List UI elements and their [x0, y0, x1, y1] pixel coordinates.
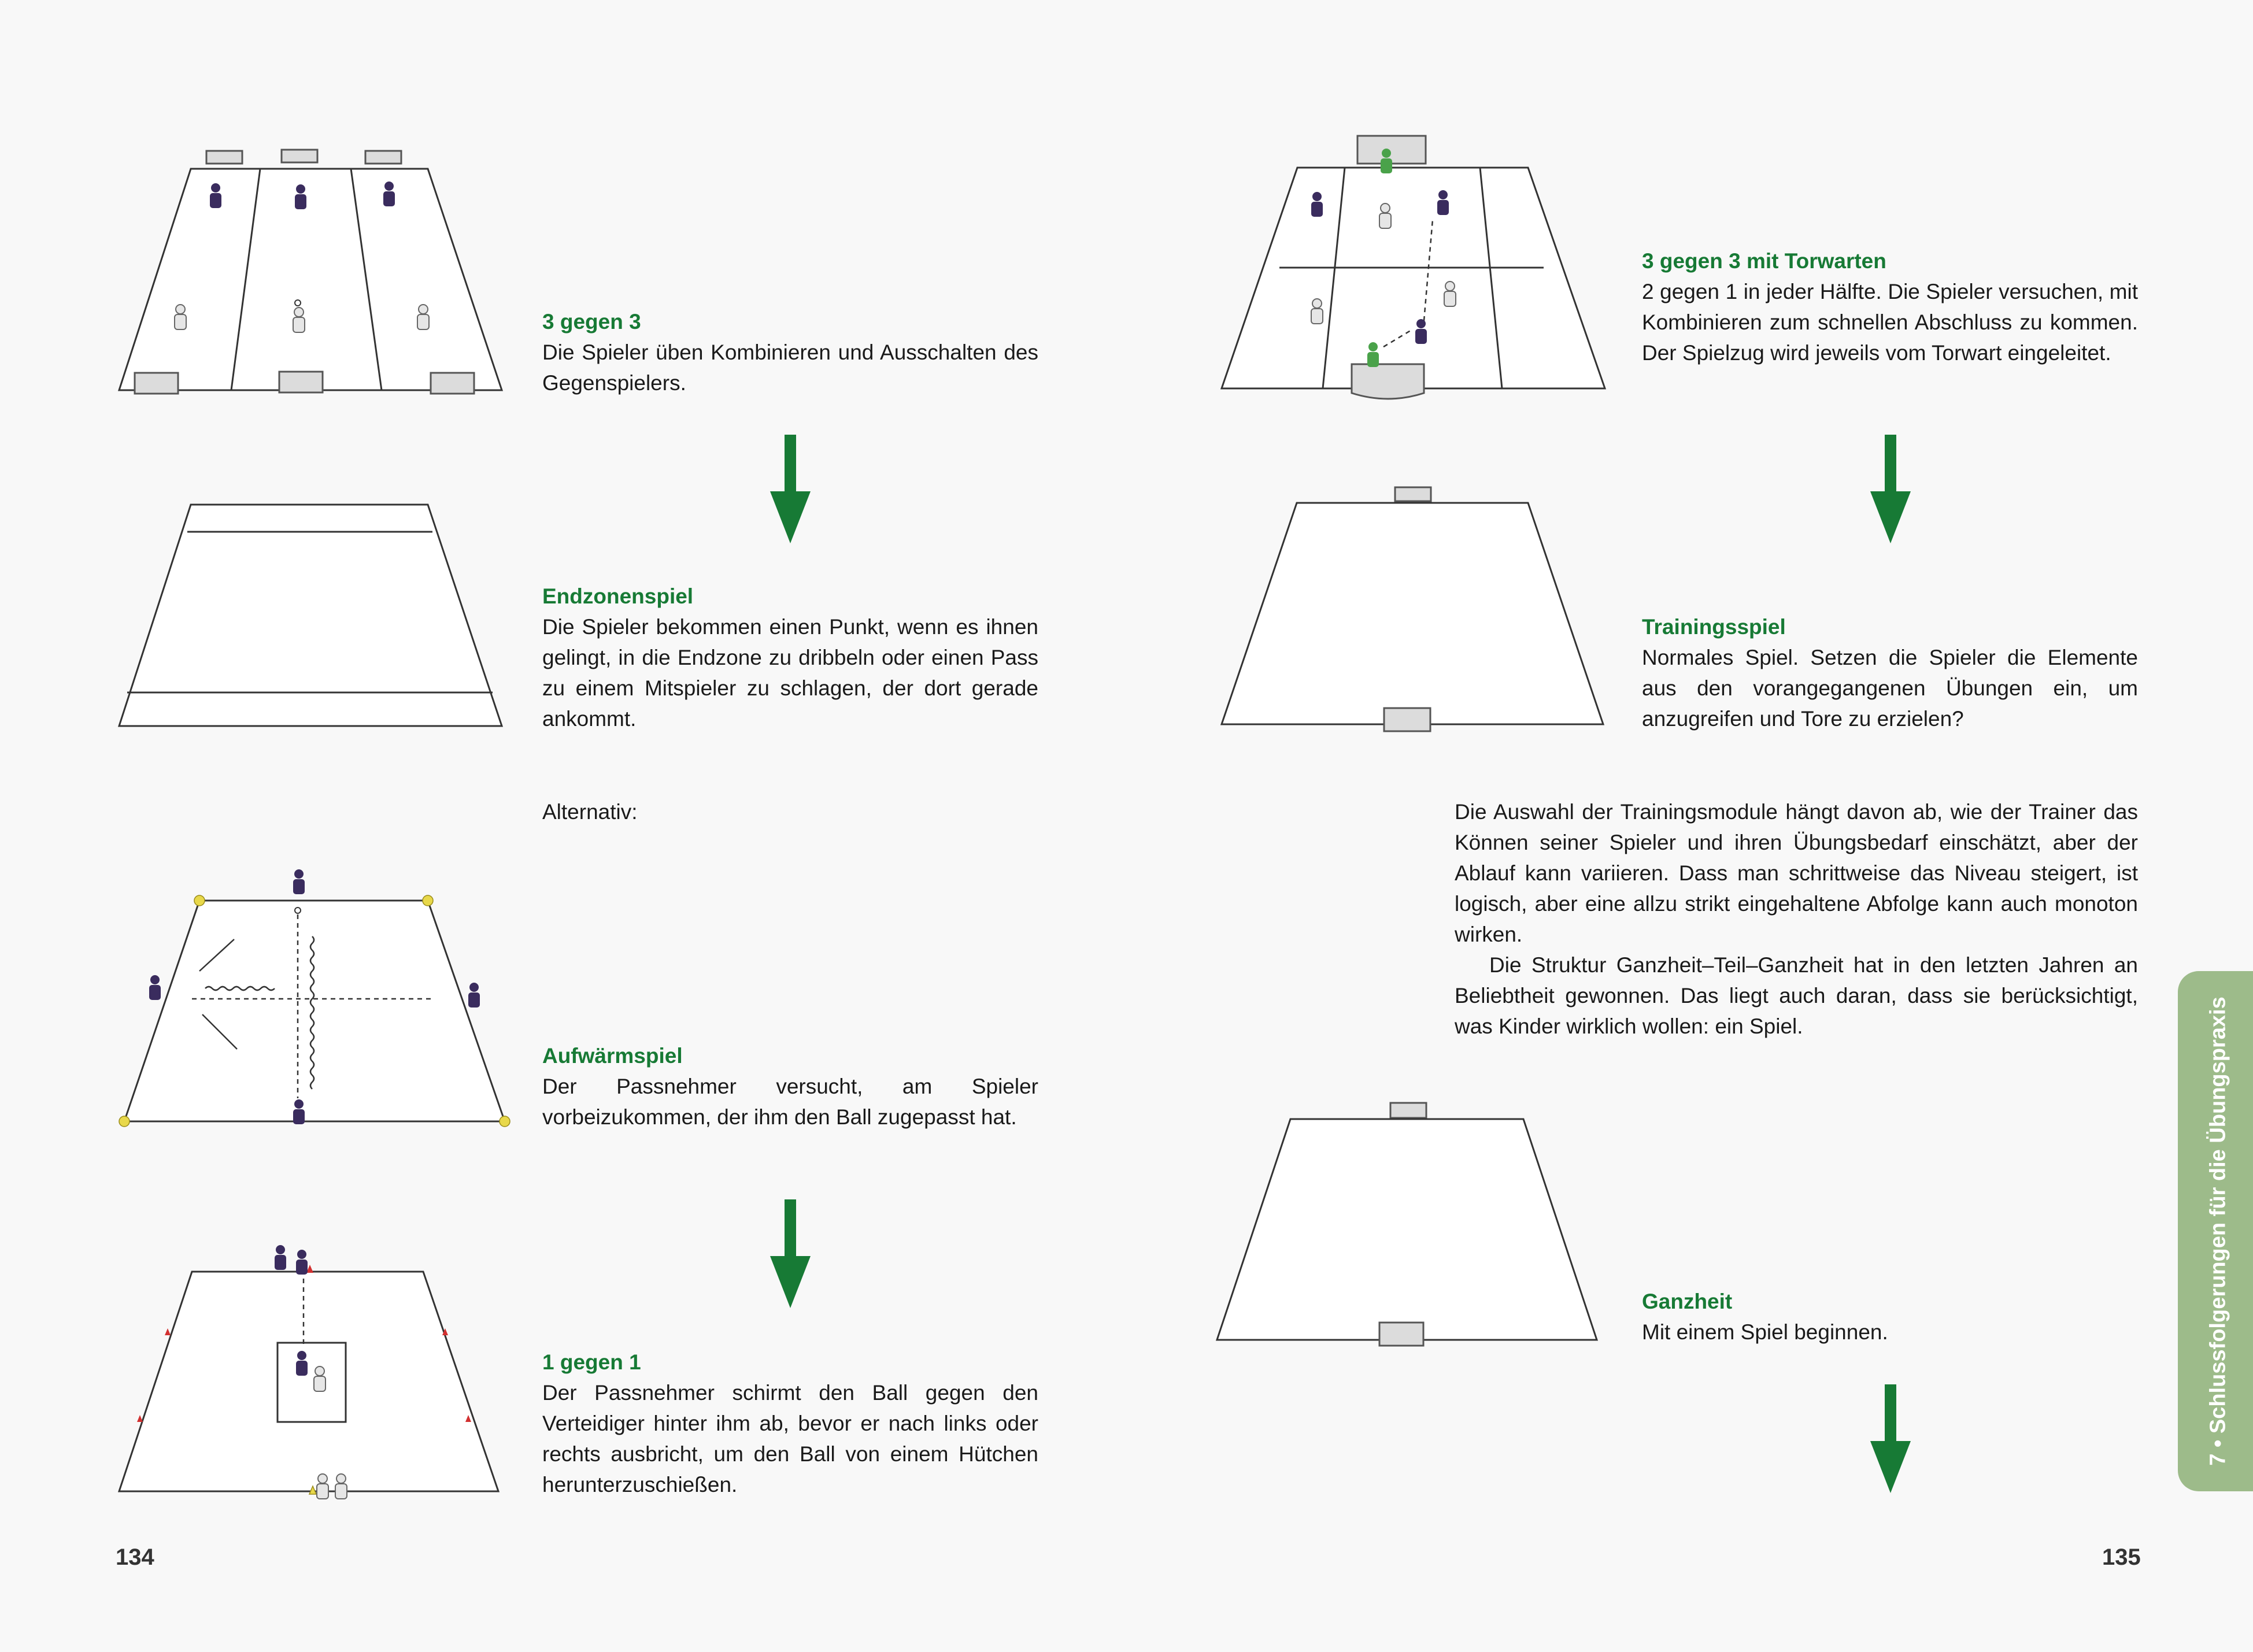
alternativ-label: Alternativ:: [542, 800, 638, 824]
chapter-side-tab: [2178, 971, 2253, 1491]
section-3-gegen-3: [542, 306, 1038, 398]
section-title: Ganzheit: [1642, 1290, 1733, 1313]
left-page: [0, 0, 1126, 1652]
section-title: 3 gegen 3 mit Torwarten: [1642, 249, 1886, 273]
section-title: 1 gegen 1: [542, 1350, 641, 1374]
section-body: Die Spieler üben Kombinieren und Ausschalten des Gegenspielers.: [542, 340, 1038, 395]
diagram-aufwaermspiel: [113, 861, 517, 1133]
section-1-gegen-1: [542, 1347, 1038, 1500]
paragraph: Die Struktur Ganzheit–Teil–Ganzheit hat in den letzten Jahren an Beliebtheit gewonnen. Das liegt auch daran, dass sie berücksichtigt, was Kinder wirklich wollen: ein Spiel.: [1455, 953, 2138, 1038]
down-arrow-icon: [770, 1199, 811, 1309]
page-number-left: 134: [116, 1544, 154, 1570]
section-body: Der Passnehmer schirmt den Ball gegen den Verteidiger hinter ihm ab, bevor er nach links oder rechts ausbricht, um den Ball von einem Hütchen herunterzuschießen.: [542, 1381, 1038, 1497]
diagram-ganzheit: [1214, 1098, 1607, 1353]
diagram-3-gegen-3-mit-torwarten: [1219, 130, 1612, 408]
section-title: Aufwärmspiel: [542, 1044, 683, 1068]
section-body: 2 gegen 1 in jeder Hälfte. Die Spieler versuchen, mit Kombinieren zum schnellen Abschluss zu kommen. Der Spielzug wird jeweils vom Torwart eingeleitet.: [1642, 280, 2138, 365]
section-title: 3 gegen 3: [542, 310, 641, 334]
chapter-tab-label: 7 • Schlussfolgerungen für die Übungspraxis: [2206, 997, 2230, 1466]
section-endzonenspiel: [542, 581, 1038, 734]
down-arrow-icon: [770, 435, 811, 545]
diagram-trainingsspiel: [1219, 483, 1612, 737]
section-ganzheit: [1642, 1286, 2138, 1347]
section-body: Mit einem Spiel beginnen.: [1642, 1320, 1888, 1344]
section-3-gegen-3-mit-torwarten: [1642, 246, 2138, 368]
right-page: [1126, 0, 2253, 1652]
paragraph: Die Auswahl der Trainingsmodule hängt davon ab, wie der Trainer das Können seiner Spieler und ihren Übungsbedarf einschätzt, aber der Ablauf kann variieren. Dass man schrittweise das Niveau steigert, ist logisch, aber eine allzu strikt eingehaltene Abfolge kann auch monoton wirken.: [1455, 800, 2138, 946]
section-body: Der Passnehmer versucht, am Spieler vorbeizukommen, der ihm den Ball zugepasst hat.: [542, 1075, 1038, 1129]
section-title: Trainingsspiel: [1642, 615, 1786, 639]
main-paragraphs: [1455, 797, 2138, 1042]
down-arrow-icon: [1870, 1384, 1911, 1494]
page-number-right: 135: [2102, 1544, 2141, 1570]
section-trainingsspiel: [1642, 612, 2138, 734]
diagram-endzonenspiel: [116, 502, 509, 733]
section-body: Normales Spiel. Setzen die Spieler die Elemente aus den vorangegangenen Übungen ein, um anzugreifen und Tore zu erzielen?: [1642, 646, 2138, 731]
diagram-1-gegen-1: [116, 1237, 509, 1503]
section-title: Endzonenspiel: [542, 584, 694, 608]
diagram-3-gegen-3: [116, 145, 509, 405]
section-body: Die Spieler bekommen einen Punkt, wenn es ihnen gelingt, in die Endzone zu dribbeln oder einen Pass zu einem Mitspieler zu schlagen, der dort gerade ankommt.: [542, 615, 1038, 731]
section-aufwaermspiel: [542, 1040, 1038, 1132]
down-arrow-icon: [1870, 435, 1911, 545]
